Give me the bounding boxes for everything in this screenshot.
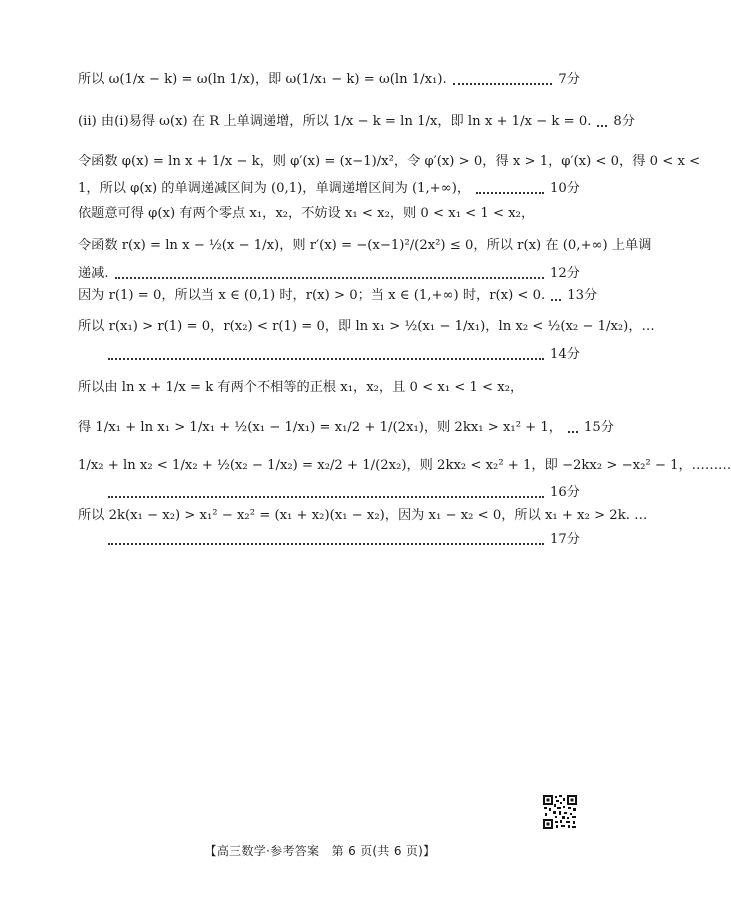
dot-leader <box>108 496 544 498</box>
line-13 <box>78 457 731 475</box>
line-5 <box>78 205 580 223</box>
dot-leader <box>108 543 544 545</box>
line-text: (ii) 由(i)易得 ω(x) 在 R 上单调递增，所以 1/x − k = ln 1/x，即 ln x + 1/x − k = 0. <box>78 114 592 129</box>
score-label: 10分 <box>550 181 580 196</box>
line-8 <box>78 287 598 305</box>
line-10 <box>78 346 580 364</box>
score-label: 14分 <box>550 347 580 362</box>
line-16 <box>78 531 580 549</box>
dot-leader <box>453 83 553 85</box>
line-text: 依题意可得 φ(x) 有两个零点 x₁，x₂，不妨设 x₁ < x₂，则 0 < x₁ < 1 < x₂， <box>78 206 535 221</box>
line-text: 所以 2k(x₁ − x₂) > x₁² − x₂² = (x₁ + x₂)(x₁ − x₂)，因为 x₁ − x₂ < 0，所以 x₁ + x₂ > 2k. … <box>78 508 648 523</box>
score-label: 8分 <box>613 114 635 129</box>
line-text: 1，所以 φ(x) 的单调递减区间为 (0,1)，单调递增区间为 (1,+∞)， <box>78 181 471 196</box>
dot-leader <box>476 192 544 194</box>
line-text: 因为 r(1) = 0，所以当 x ∈ (0,1) 时，r(x) > 0；当 x ∈ (1,+∞) 时，r(x) < 0. <box>78 288 546 303</box>
line-text: 得 1/x₁ + ln x₁ > 1/x₁ + ½(x₁ − 1/x₁) = x₁/2 + 1/(2x₁)，则 2kx₁ > x₁² + 1， <box>78 420 562 435</box>
score-label: 17分 <box>550 532 580 547</box>
line-2 <box>78 113 635 131</box>
score-label: 15分 <box>584 420 614 435</box>
dot-leader <box>108 358 544 360</box>
line-6 <box>78 237 652 255</box>
line-15 <box>78 507 648 525</box>
dot-leader <box>568 431 578 433</box>
score-label: 16分 <box>550 485 580 500</box>
line-4 <box>78 180 580 198</box>
line-text: 所以 r(x₁) > r(1) = 0，r(x₂) < r(1) = 0，即 ln x₁ > ½(x₁ − 1/x₁)，ln x₂ < ½(x₂ − 1/x₂)，… <box>78 319 655 334</box>
line-text: 递减. <box>78 266 109 281</box>
page-footer: 【高三数学·参考答案 第 6 页(共 6 页)】 <box>204 844 436 858</box>
score-label: 7分 <box>558 72 580 87</box>
dot-leader <box>115 277 544 279</box>
qr-code-icon <box>542 794 578 830</box>
line-text: 所以 ω(1/x − k) = ω(ln 1/x)，即 ω(1/x₁ − k) = ω(ln 1/x₁). <box>78 72 447 87</box>
dot-leader <box>551 299 561 301</box>
score-label: 13分 <box>567 288 598 303</box>
line-text: 令函数 r(x) = ln x − ½(x − 1/x)，则 r′(x) = −(x−1)²/(2x²) ≤ 0，所以 r(x) 在 (0,+∞) 上单调 <box>78 238 652 253</box>
line-11 <box>78 379 580 397</box>
line-14 <box>78 484 580 502</box>
line-7 <box>78 265 580 283</box>
line-text: 所以由 ln x + 1/x = k 有两个不相等的正根 x₁，x₂，且 0 < x₁ < 1 < x₂， <box>78 380 524 395</box>
line-text: 1/x₂ + ln x₂ < 1/x₂ + ½(x₂ − 1/x₂) = x₂/2 + 1/(2x₂)，则 2kx₂ < x₂² + 1，即 −2kx₂ > −x₂² − 1，……… <box>78 458 731 473</box>
line-1 <box>78 71 580 89</box>
line-12 <box>78 419 614 437</box>
score-label: 12分 <box>550 266 580 281</box>
dot-leader <box>597 125 607 127</box>
line-9 <box>78 318 655 336</box>
line-text: 令函数 φ(x) = ln x + 1/x − k，则 φ′(x) = (x−1)/x²，令 φ′(x) > 0，得 x > 1，φ′(x) < 0，得 0 < x < <box>78 154 701 169</box>
line-3 <box>78 153 701 171</box>
